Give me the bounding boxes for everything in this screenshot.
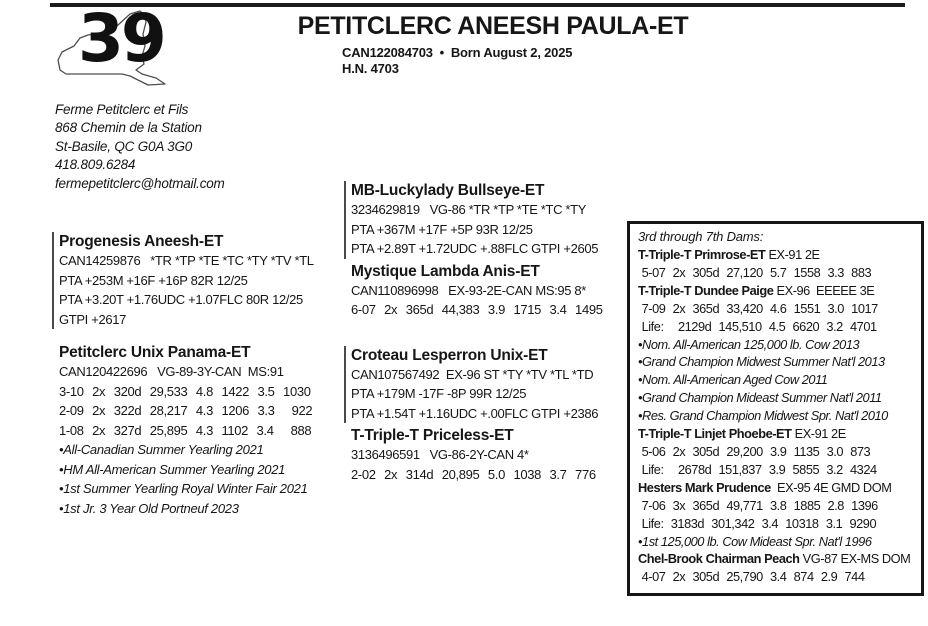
pedigree-block <box>52 343 348 518</box>
pedigree-data-line: GTPI +2617 <box>59 311 126 327</box>
animal-name: Mystique Lambda Anis-ET <box>351 262 540 280</box>
consignor-address <box>55 101 225 193</box>
award-line: •1st Jr. 3 Year Old Portneuf 2023 <box>59 500 239 516</box>
page-title: PETITCLERC ANEESH PAULA-ET <box>297 12 689 40</box>
animal-name: MB-Luckylady Bullseye-ET <box>351 182 545 199</box>
animal-name: Progenesis Aneesh-ET <box>59 233 224 250</box>
lactation-record-line: 7-09 2x 365d 33,420 4.6 1551 3.0 1017 <box>638 300 878 316</box>
address-line: 868 Chemin de la Station <box>55 120 202 136</box>
pedigree-column-middle <box>344 181 640 484</box>
dam-name-line <box>638 282 914 300</box>
dam-rating: VG-87 EX-MS DOM <box>799 551 911 567</box>
lactation-record-line: Life: 2129d 145,510 4.5 6620 3.2 4701 <box>638 318 877 334</box>
dam-name-line <box>638 425 914 443</box>
pedigree-data-line: PTA +2.89T +1.72UDC +.88FLC GTPI +2605 <box>351 241 599 256</box>
bullet-separator-glyph: • <box>439 45 445 60</box>
dams-box-rows <box>638 246 914 586</box>
dam-name: Chel-Brook Chairman Peach <box>638 551 800 567</box>
birth-date: Born August 2, 2025 <box>450 45 573 60</box>
pedigree-data-line: PTA +1.54T +1.16UDC +.00FLC GTPI +2386 <box>351 405 599 421</box>
lactation-record-line: 7-06 3x 365d 49,771 3.8 1885 2.8 1396 <box>638 497 878 513</box>
dam-rating: EX-95 4E GMD DOM <box>770 479 892 495</box>
pedigree-data-line: CAN120422696 VG-89-3Y-CAN MS:91 <box>59 364 284 379</box>
lactation-record-line: Life: 2678d 151,837 3.9 5855 3.2 4324 <box>638 461 877 477</box>
consignor-name: Ferme Petitclerc et Fils <box>55 102 189 117</box>
dam-name-line <box>638 479 914 497</box>
award-line: •Nom. All-American Aged Cow 2011 <box>638 372 828 388</box>
dam-rating: EX-91 2E <box>765 247 820 262</box>
registration-number: CAN122084703 <box>342 45 433 60</box>
lactation-record-line: 4-07 2x 305d 25,790 3.4 874 2.9 744 <box>638 569 865 585</box>
pedigree-data-line: PTA +367M +17F +5P 93R 12/25 <box>351 221 533 237</box>
dam-rating: EX-91 2E <box>791 426 846 442</box>
dam-name-line <box>638 550 914 568</box>
lactation-record-line: 6-07 2x 365d 44,383 3.9 1715 3.4 1495 <box>351 302 603 317</box>
dam-name: T-Triple-T Linjet Phoebe-ET <box>638 426 792 442</box>
address-line: St-Basile, QC G0A 3G0 <box>55 138 193 154</box>
award-line: •Res. Grand Champion Midwest Spr. Nat'l 2010 <box>638 408 888 424</box>
award-line: •All-Canadian Summer Yearling 2021 <box>59 442 264 457</box>
phone-number: 418.809.6284 <box>55 157 136 173</box>
dam-name-line <box>638 246 914 264</box>
registration-line <box>342 45 572 60</box>
dams-box <box>627 221 924 596</box>
animal-name: Petitclerc Unix Panama-ET <box>59 344 251 361</box>
pedigree-column-left <box>52 232 348 518</box>
pedigree-data-line: 3136496591 VG-86-2Y-CAN 4* <box>351 447 529 462</box>
animal-name: T-Triple-T Priceless-ET <box>351 427 514 444</box>
pedigree-data-line: PTA +253M +16F +16P 82R 12/25 <box>59 272 248 288</box>
pedigree-data-line: CAN14259876 *TR *TP *TE *TC *TY *TV *TL <box>59 253 314 268</box>
animal-name: Croteau Lesperron Unix-ET <box>351 346 548 364</box>
lactation-record-line: 1-08 2x 327d 25,895 4.3 1102 3.4 888 <box>59 422 312 438</box>
lactation-record-line: 2-02 2x 314d 20,895 5.0 1038 3.7 776 <box>351 466 596 482</box>
email-address: fermepetitclerc@hotmail.com <box>55 175 225 191</box>
lot-number: 39 <box>78 0 164 77</box>
award-line: •Nom. All-American 125,000 lb. Cow 2013 <box>638 336 860 352</box>
pedigree-block <box>344 426 640 484</box>
lactation-record-line: 5-06 2x 305d 29,200 3.9 1135 3.0 873 <box>638 443 871 459</box>
top-rule <box>50 3 905 7</box>
lactation-record-line: 3-10 2x 320d 29,533 4.8 1422 3.5 1030 <box>59 383 311 399</box>
lot-number-block <box>52 0 174 104</box>
award-line: •1st Summer Yearling Royal Winter Fair 2021 <box>59 481 308 496</box>
pedigree-block <box>344 181 640 259</box>
lactation-record-line: 5-07 2x 305d 27,120 5.7 1558 3.3 883 <box>638 264 872 280</box>
herd-number-line: H.N. 4703 <box>342 61 399 76</box>
pedigree-block <box>344 262 640 320</box>
spacer <box>444 45 451 60</box>
dams-box-heading: 3rd through 7th Dams: <box>638 229 764 244</box>
award-line: •Grand Champion Midwest Summer Nat'l 2013 <box>638 354 885 370</box>
lactation-record-line: Life: 3183d 301,342 3.4 10318 3.1 9290 <box>638 515 877 531</box>
pedigree-data-line: CAN110896998 EX-93-2E-CAN MS:95 8* <box>351 282 587 298</box>
bullet-separator <box>433 45 440 60</box>
award-line: •1st 125,000 lb. Cow Mideast Spr. Nat'l 1996 <box>638 533 872 549</box>
award-line: •HM All-American Summer Yearling 2021 <box>59 461 286 477</box>
pedigree-block <box>52 232 348 329</box>
dam-rating: EX-96 EEEEE 3E <box>773 282 875 298</box>
dam-name: T-Triple-T Dundee Paige <box>638 282 774 298</box>
award-line: •Grand Champion Mideast Summer Nat'l 2011 <box>638 390 882 406</box>
pedigree-data-line: CAN107567492 EX-96 ST *TY *TV *TL *TD <box>351 366 594 382</box>
pedigree-data-line: PTA +3.20T +1.76UDC +1.07FLC 80R 12/25 <box>59 292 303 307</box>
pedigree-data-line: PTA +179M -17F -8P 99R 12/25 <box>351 386 527 401</box>
lactation-record-line: 2-09 2x 322d 28,217 4.3 1206 3.3 922 <box>59 403 313 418</box>
pedigree-block <box>344 346 640 424</box>
pedigree-data-line: 3234629819 VG-86 *TR *TP *TE *TC *TY <box>351 202 587 217</box>
dam-name: T-Triple-T Primrose-ET <box>638 247 766 262</box>
dam-name: Hesters Mark Prudence <box>638 479 771 495</box>
